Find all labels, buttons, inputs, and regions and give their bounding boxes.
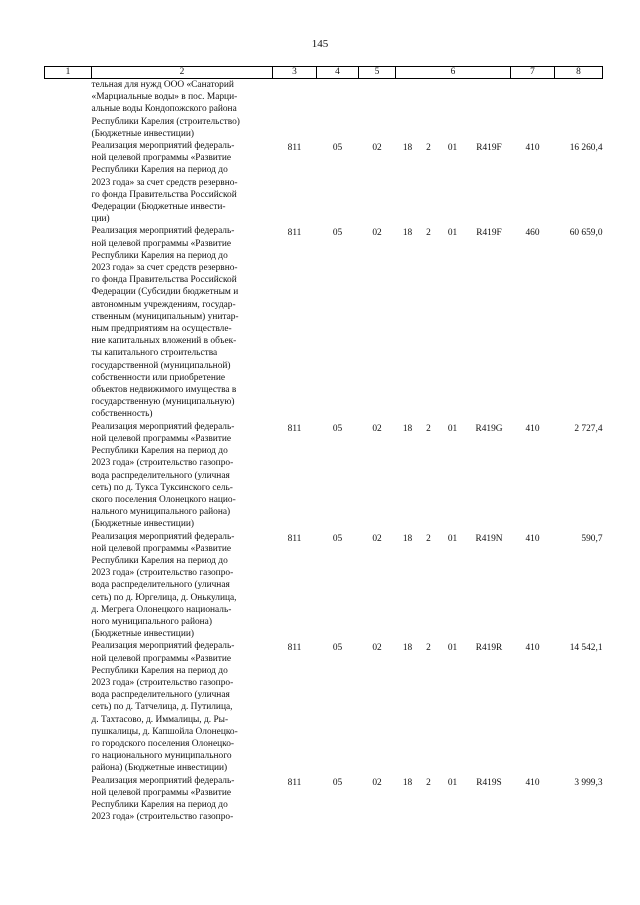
description-line: д. Мегрега Олонецкого националь- [91,604,232,615]
subprogram-code-cell: 2 [426,533,431,544]
header-row [45,67,603,79]
subprogram-code-cell: 2 [426,643,431,654]
event-code-cell [438,79,468,141]
amount-cell [555,79,603,141]
expense-type-code-cell [511,79,555,141]
subprogram-code-cell [420,79,438,141]
description-line: ты капитального строительства [91,348,218,359]
amount-cell: 3 999,3 [574,777,603,788]
description-line: нального муниципального района) [91,507,231,518]
description-line: Республики Карелия на период до [91,446,228,457]
admin-code-cell: 811 [287,423,302,434]
event-code-cell: 01 [447,228,458,239]
program-code-cell: 18 [402,143,413,154]
description-line: Реализация мероприятий федераль- [91,641,235,652]
description-line: (Бюджетные инвестиции) [91,629,194,640]
subsection-code-cell: 02 [372,777,382,788]
description-line: Республики Карелия на период до [91,250,228,261]
amount-cell: 16 260,4 [569,143,603,154]
description-line: ной целевой программы «Развитие [91,653,232,664]
section-code-cell: 05 [332,143,343,154]
section-code-cell: 05 [332,228,343,239]
column-header: 7 [511,67,555,79]
subsection-code-cell: 02 [372,143,382,154]
subprogram-code-cell: 2 [426,228,431,239]
amount-cell: 60 659,0 [569,228,603,239]
section-code-cell: 05 [332,423,343,434]
description-line: автономным учреждениям, государ- [91,299,236,310]
description-line: 2023 года» (строительство газопро- [91,568,234,579]
description-line: (Бюджетные инвестиции) [91,519,194,530]
description-line: го городского поселения Олонецко- [91,738,235,749]
description-line: объектов недвижимого имущества в [91,385,237,396]
description-line: сеть) по д. Тукса Туксинского сель- [91,482,233,493]
row-number-cell [45,640,92,774]
admin-code-cell: 811 [287,777,302,788]
admin-code-cell [273,79,317,141]
description-line: Республики Карелия (строительство) [91,116,240,127]
admin-code-cell: 811 [287,643,302,654]
description-cell [92,775,273,824]
event-code-cell: 01 [447,533,458,544]
row-number-cell [45,140,92,225]
description-line: собственности или приобретение [91,372,226,383]
description-line: ции) [91,214,110,225]
program-code-cell: 18 [402,643,413,654]
row-number-cell [45,775,92,824]
description-line: ным предприятиям на осуществле- [91,324,232,335]
description-cell [92,140,273,225]
amount-cell: 2 727,4 [574,423,603,434]
description-line: ственным (муниципальным) унитар- [91,311,239,322]
direction-code-cell: R419G [475,423,503,434]
description-line: Федерации (Бюджетные инвести- [91,202,226,213]
description-line: Республики Карелия на период до [91,555,228,566]
expense-type-code-cell: 410 [525,533,540,544]
description-line: го фонда Правительства Российской [91,275,237,286]
subsection-code-cell: 02 [372,643,382,654]
description-line: Республики Карелия на период до [91,799,228,810]
event-code-cell: 01 [447,777,458,788]
description-line: пушкалицы, д. Капшойла Олонецко- [91,726,238,737]
table-row [45,421,603,531]
page-number: 145 [311,38,329,50]
description-cell [92,79,273,141]
subprogram-code-cell: 2 [426,143,431,154]
description-cell [92,225,273,420]
table-row [45,775,603,824]
description-line: Реализация мероприятий федераль- [91,141,235,152]
table-row [45,79,603,141]
direction-code-cell: R419R [475,643,503,654]
section-code-cell: 05 [332,777,343,788]
column-header: 1 [45,67,92,79]
description-line: 2023 года» за счет средств резервно- [91,177,238,188]
description-line: государственной (муниципальной) [91,360,231,371]
program-code-cell: 18 [402,228,413,239]
subsection-code-cell: 02 [372,423,382,434]
description-line: ского поселения Олонецкого нацио- [91,494,236,505]
event-code-cell: 01 [447,423,458,434]
column-header: 5 [359,67,396,79]
direction-code-cell: R419F [476,228,502,239]
description-line: собственность) [91,409,153,420]
description-line: ной целевой программы «Развитие [91,543,232,554]
description-line: д. Тахтасово, д. Иммалицы, д. Ры- [91,714,229,725]
column-header: 2 [92,67,273,79]
subprogram-code-cell: 2 [426,777,431,788]
description-line: вода распределительного (уличная [91,580,230,591]
description-line: Федерации (Субсидии бюджетным и [91,287,239,298]
description-cell [92,531,273,641]
row-number-cell [45,531,92,641]
description-line: Реализация мероприятий федераль- [91,531,235,542]
description-line: тельная для нужд ООО «Санаторий [91,80,234,90]
description-line: района) (Бюджетные инвестиции) [91,763,228,774]
column-header: 8 [555,67,603,79]
description-line: Реализация мероприятий федераль- [91,775,235,786]
column-header: 4 [317,67,359,79]
description-line: государственную (муниципальную) [91,397,235,408]
description-line: альные воды Кондопожского района [91,104,237,115]
event-code-cell: 01 [447,643,458,654]
expense-type-code-cell: 410 [525,423,540,434]
description-line: Реализация мероприятий федераль- [91,421,235,432]
row-number-cell [45,225,92,420]
description-line: вода распределительного (уличная [91,470,230,481]
description-cell [92,421,273,531]
event-code-cell: 01 [447,143,458,154]
description-line: сеть) по д. Юргелица, д. Онькулица, [91,592,237,603]
section-code-cell: 05 [332,533,343,544]
description-line: 2023 года» за счет средств резервно- [91,263,238,274]
row-number-cell [45,421,92,531]
admin-code-cell: 811 [287,143,302,154]
subsection-code-cell: 02 [372,228,382,239]
description-line: Республики Карелия на период до [91,665,228,676]
description-line: ной целевой программы «Развитие [91,433,232,444]
column-header: 6 [396,67,511,79]
subprogram-code-cell: 2 [426,423,431,434]
table-row [45,531,603,641]
description-cell [92,640,273,774]
section-code-cell [317,79,359,141]
section-code-cell: 05 [332,643,343,654]
program-code-cell: 18 [402,423,413,434]
direction-code-cell: R419F [476,143,502,154]
expense-type-code-cell: 410 [525,777,540,788]
table-row [45,140,603,225]
table-row [45,225,603,420]
description-line: 2023 года» (строительство газопро- [91,458,234,469]
table-body [45,79,603,824]
description-line: Республики Карелия на период до [91,165,228,176]
description-line: ного муниципального района) [91,616,212,627]
row-number-cell [45,79,92,141]
program-code-cell: 18 [402,533,413,544]
expense-type-code-cell: 410 [525,143,540,154]
amount-cell: 590,7 [581,533,603,544]
description-line: сеть) по д. Татчелица, д. Путилица, [91,702,233,713]
description-line: ной целевой программы «Развитие [91,787,232,798]
description-line: 2023 года» (строительство газопро- [91,812,234,823]
budget-table [44,66,603,823]
description-line: 2023 года» (строительство газопро- [91,677,234,688]
subsection-code-cell: 02 [372,533,382,544]
description-line: Реализация мероприятий федераль- [91,226,235,237]
description-line: ние капитальных вложений в объек- [91,336,237,347]
subsection-code-cell [359,79,396,141]
description-line: го национального муниципального [91,751,232,762]
description-line: «Марциальные воды» в пос. Марци- [91,92,238,103]
description-line: (Бюджетные инвестиции) [91,128,194,139]
description-line: ной целевой программы «Развитие [91,153,232,164]
program-code-cell: 18 [402,777,413,788]
expense-type-code-cell: 460 [525,228,540,239]
direction-code-cell [468,79,511,141]
program-code-cell [396,79,420,141]
amount-cell: 14 542,1 [569,643,603,654]
expense-type-code-cell: 410 [525,643,540,654]
column-header: 3 [273,67,317,79]
direction-code-cell: R419N [475,533,503,544]
admin-code-cell: 811 [287,228,302,239]
description-line: го фонда Правительства Российской [91,189,237,200]
admin-code-cell: 811 [287,533,302,544]
direction-code-cell: R419S [476,777,502,788]
description-line: ной целевой программы «Развитие [91,238,232,249]
table-row [45,640,603,774]
description-line: вода распределительного (уличная [91,690,230,701]
